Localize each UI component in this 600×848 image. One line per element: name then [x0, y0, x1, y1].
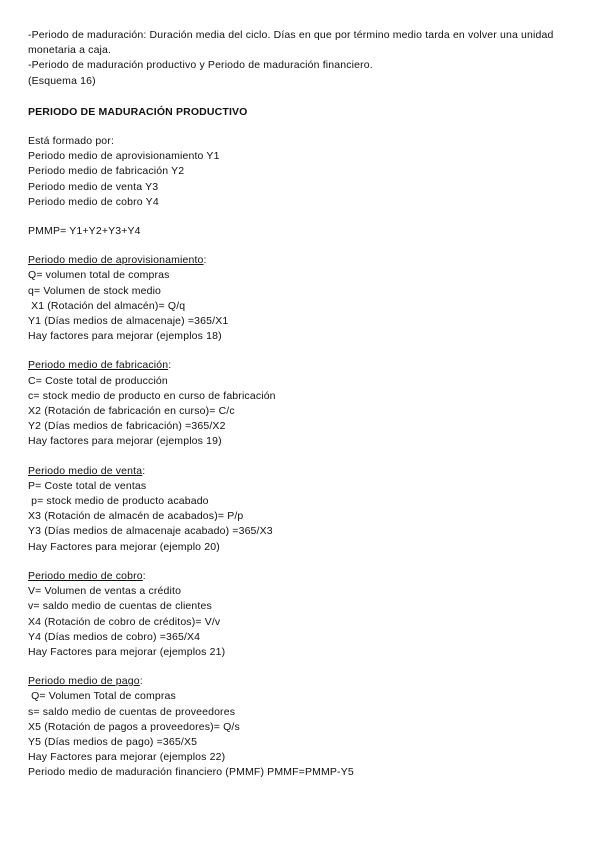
- definition-line: v= saldo medio de cuentas de clientes: [28, 600, 212, 613]
- subsection-title-text: Periodo medio de pago: [28, 675, 140, 688]
- definition-line: P= Coste total de ventas: [28, 479, 147, 492]
- note-line: Hay factores para mejorar (ejemplos 19): [28, 435, 222, 448]
- definition-line: C= Coste total de producción: [28, 374, 168, 387]
- definition-line: c= stock medio de producto en curso de fabricación: [28, 389, 276, 402]
- list-item: Periodo medio de cobro Y4: [28, 195, 159, 208]
- formula-line: Y5 (Días medios de pago) =365/X5: [28, 735, 198, 748]
- fabricacion-section: [28, 358, 576, 449]
- intro-line: -Periodo de maduración productivo y Periodo de maduración financiero.: [28, 59, 373, 72]
- definition-line: V= Volumen de ventas a crédito: [28, 585, 182, 598]
- subsection-title: [28, 674, 576, 689]
- formula-line: X5 (Rotación de pagos a proveedores)= Q/s: [28, 720, 240, 733]
- pago-section: [28, 674, 576, 780]
- note-line: Hay Factores para mejorar (ejemplos 22): [28, 751, 226, 764]
- aprovisionamiento-section: [28, 253, 576, 344]
- formula-line: Y1 (Días medios de almacenaje) =365/X1: [28, 315, 229, 328]
- formed-by-list: [28, 134, 576, 210]
- pmmf-formula: Periodo medio de maduración financiero (PMMF) PMMF=PMMP-Y5: [28, 766, 354, 779]
- note-line: Hay Factores para mejorar (ejemplos 21): [28, 645, 226, 658]
- subsection-title-text: Periodo medio de fabricación: [28, 359, 169, 372]
- list-item: Periodo medio de aprovisionamiento Y1: [28, 150, 220, 163]
- subsection-title-colon: :: [168, 359, 172, 372]
- subsection-title-colon: :: [142, 569, 146, 582]
- subsection-title-colon: :: [139, 675, 143, 688]
- formula-line: X1 (Rotación del almacén)= Q/q: [28, 299, 186, 312]
- venta-section: [28, 464, 576, 555]
- definition-line: p= stock medio de producto acabado: [28, 495, 209, 508]
- subsection-title: [28, 253, 576, 268]
- formula-line: X3 (Rotación de almacén de acabados)= P/p: [28, 510, 244, 523]
- subsection-title-colon: :: [203, 254, 207, 267]
- formula-line: X2 (Rotación de fabricación en curso)= C/c: [28, 405, 235, 418]
- intro-line: -Periodo de maduración: Duración media del ciclo. Días en que por término medio tarda en volver una unidad: [28, 29, 554, 41]
- definition-line: Q= Volumen Total de compras: [28, 690, 176, 703]
- intro-line: monetaria a caja.: [28, 44, 112, 57]
- subsection-title: [28, 569, 576, 584]
- subsection-title-colon: :: [142, 464, 146, 477]
- note-line: Hay factores para mejorar (ejemplos 18): [28, 330, 222, 343]
- formula-line: Y4 (Días medios de cobro) =365/X4: [28, 630, 201, 643]
- subsection-title-text: Periodo medio de aprovisionamiento: [28, 254, 204, 267]
- document-page: [28, 28, 576, 781]
- definition-line: Q= volumen total de compras: [28, 269, 170, 282]
- section-heading: PERIODO DE MADURACIÓN PRODUCTIVO: [28, 105, 248, 118]
- note-line: Hay Factores para mejorar (ejemplo 20): [28, 540, 220, 553]
- formula-line: Y3 (Días medios de almacenaje acabado) =365/X3: [28, 525, 273, 538]
- list-item: Periodo medio de venta Y3: [28, 180, 159, 193]
- formula-line: Y2 (Días medios de fabricación) =365/X2: [28, 420, 226, 433]
- definition-line: q= Volumen de stock medio: [28, 284, 162, 297]
- pmmp-formula: PMMP= Y1+Y2+Y3+Y4: [28, 225, 141, 238]
- list-item: Periodo medio de fabricación Y2: [28, 165, 185, 178]
- cobro-section: [28, 569, 576, 660]
- subsection-title-text: Periodo medio de cobro: [28, 569, 143, 582]
- definition-line: s= saldo medio de cuentas de proveedores: [28, 705, 236, 718]
- intro-line: (Esquema 16): [28, 74, 96, 87]
- formed-by-intro: Está formado por:: [28, 135, 115, 148]
- subsection-title: [28, 464, 576, 479]
- formula-line: X4 (Rotación de cobro de créditos)= V/v: [28, 615, 221, 628]
- intro-section: [28, 28, 576, 89]
- subsection-title-text: Periodo medio de venta: [28, 464, 143, 477]
- subsection-title: [28, 358, 576, 373]
